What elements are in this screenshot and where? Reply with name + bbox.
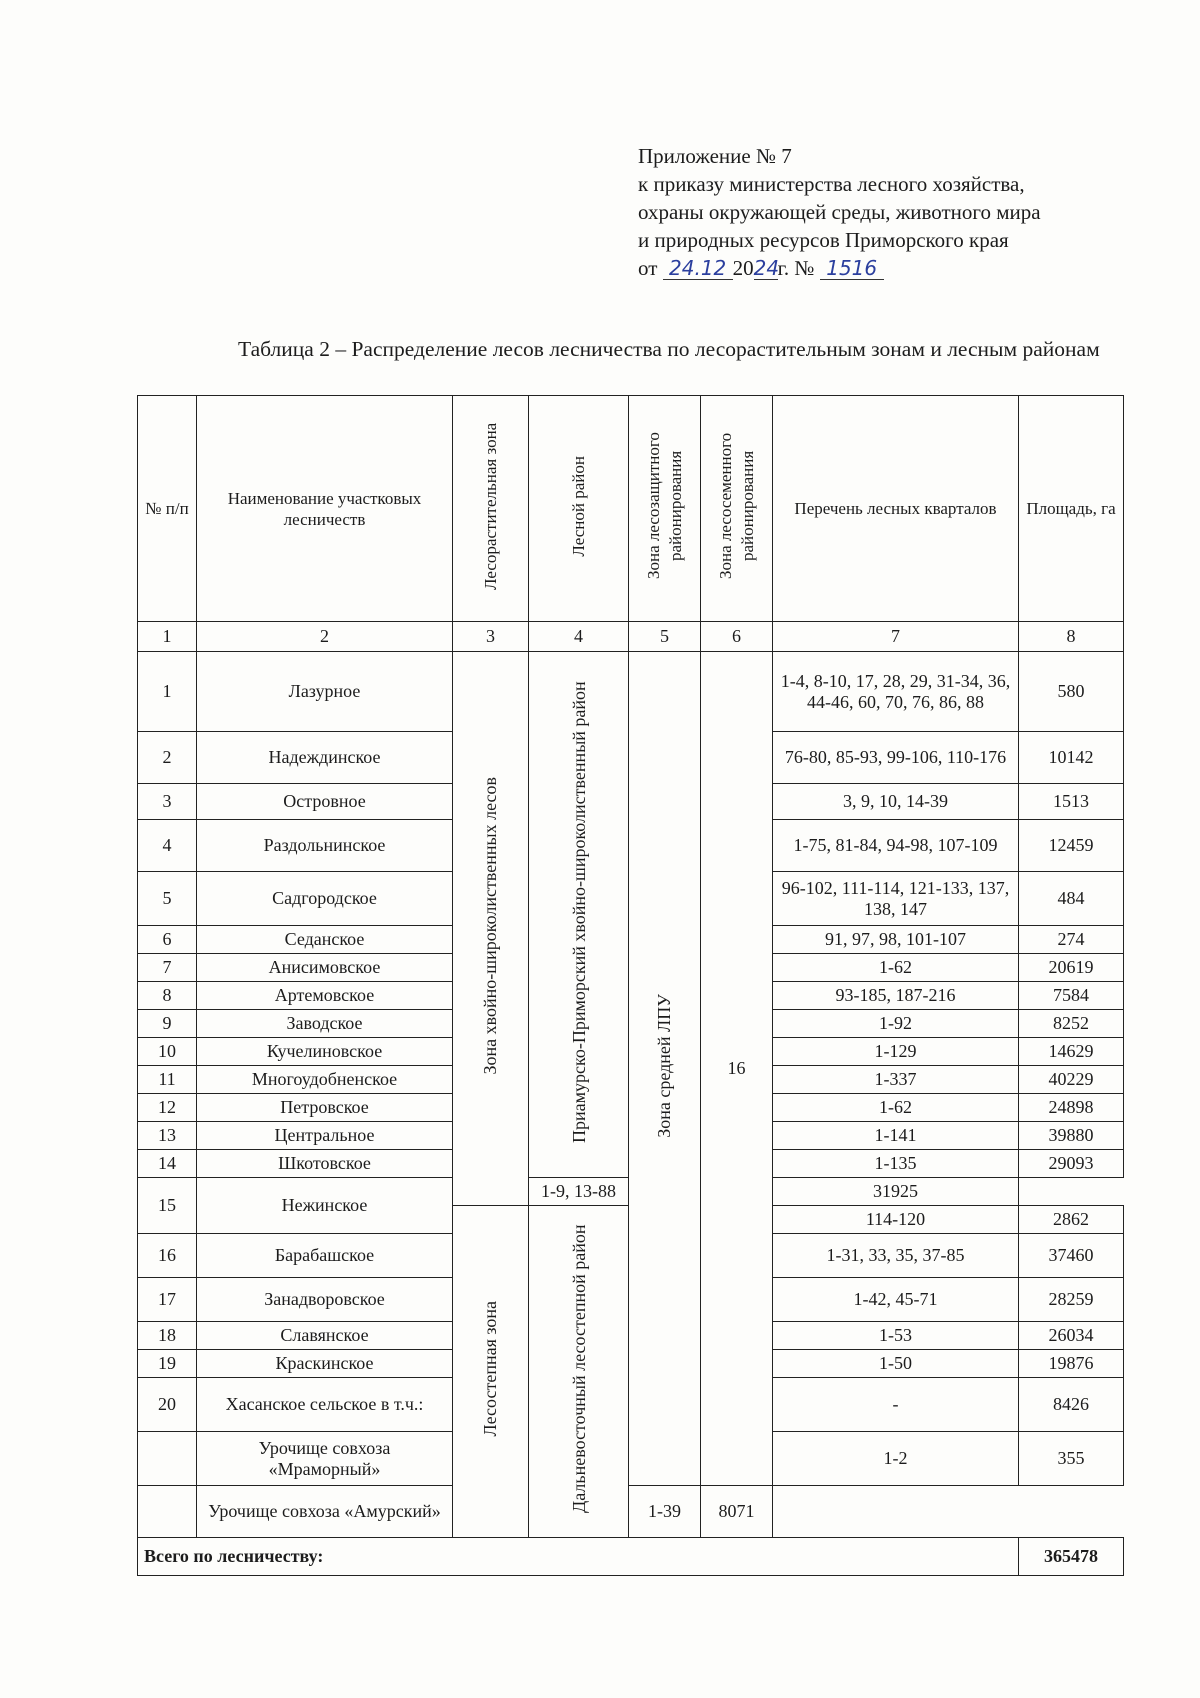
header-zone: Лесорастительная зона (453, 396, 529, 622)
row-num: 19 (138, 1350, 197, 1378)
table-row (138, 1486, 1124, 1538)
row-name: Петровское (197, 1094, 453, 1122)
header-area: Площадь, га (1019, 396, 1124, 622)
appendix-line: и природных ресурсов Приморского края (638, 228, 1009, 252)
row-quarters: 96-102, 111-114, 121-133, 137, 138, 147 (773, 872, 1019, 926)
row-area: 7584 (1019, 982, 1124, 1010)
column-number-row (138, 622, 1124, 652)
row-quarters: 93-185, 187-216 (773, 982, 1019, 1010)
appendix-title: Приложение № 7 (638, 144, 792, 168)
row-area: 37460 (1019, 1234, 1124, 1278)
row-area: 2862 (1019, 1206, 1124, 1234)
row-num: 11 (138, 1066, 197, 1094)
appendix-line: к приказу министерства лесного хозяйства, (638, 172, 1025, 196)
row-name: Раздольнинское (197, 820, 453, 872)
appendix-block (638, 142, 1041, 282)
row-num: 4 (138, 820, 197, 872)
zone-forest: Зона хвойно-широколиственных лесов (453, 652, 529, 1206)
row-quarters: 1-135 (773, 1150, 1019, 1178)
row-num: 12 (138, 1094, 197, 1122)
colnum: 1 (138, 622, 197, 652)
row-area: 1513 (1019, 784, 1124, 820)
row-name: Лазурное (197, 652, 453, 732)
row-quarters: 1-2 (773, 1432, 1019, 1486)
row-name: Славянское (197, 1322, 453, 1350)
row-num: 7 (138, 954, 197, 982)
seed-zone: 16 (701, 652, 773, 1486)
header-quarters: Перечень лесных кварталов (773, 396, 1019, 622)
row-num: 6 (138, 926, 197, 954)
row-area: 29093 (1019, 1150, 1124, 1178)
row-quarters: 1-9, 13-88 (529, 1178, 629, 1206)
row-quarters: 1-53 (773, 1322, 1019, 1350)
row-name: Кучелиновское (197, 1038, 453, 1066)
row-num: 3 (138, 784, 197, 820)
row-quarters: 1-75, 81-84, 94-98, 107-109 (773, 820, 1019, 872)
row-quarters: 1-92 (773, 1010, 1019, 1038)
row-num: 1 (138, 652, 197, 732)
date-suffix: г. № (777, 256, 815, 280)
row-area: 274 (1019, 926, 1124, 954)
row-quarters: 1-337 (773, 1066, 1019, 1094)
header-row (138, 396, 1124, 622)
row-area: 10142 (1019, 732, 1124, 784)
row-area: 39880 (1019, 1122, 1124, 1150)
row-quarters: 1-129 (773, 1038, 1019, 1066)
row-name: Хасанское сельское в т.ч.: (197, 1378, 453, 1432)
row-area: 8426 (1019, 1378, 1124, 1432)
row-area: 28259 (1019, 1278, 1124, 1322)
colnum: 5 (629, 622, 701, 652)
date-year: 24 (753, 256, 780, 280)
row-name: Заводское (197, 1010, 453, 1038)
row-quarters: - (773, 1378, 1019, 1432)
row-name: Урочище совхоза «Мраморный» (197, 1432, 453, 1486)
forest-table (137, 395, 1124, 1576)
row-name: Садгородское (197, 872, 453, 926)
row-area: 19876 (1019, 1350, 1124, 1378)
appendix-date-line (638, 254, 1041, 282)
header-protect: Зона лесозащитного районирования (629, 396, 701, 622)
district-fareast: Дальневосточный лесостепной район (529, 1206, 629, 1538)
protect-zone: Зона средней ЛПУ (629, 652, 701, 1486)
colnum: 7 (773, 622, 1019, 652)
table-row (138, 652, 1124, 732)
row-area: 355 (1019, 1432, 1124, 1486)
row-area: 580 (1019, 652, 1124, 732)
row-name: Артемовское (197, 982, 453, 1010)
row-area: 8071 (701, 1486, 773, 1538)
order-number: 1516 (820, 257, 884, 280)
row-num (138, 1432, 197, 1486)
colnum: 2 (197, 622, 453, 652)
row-quarters: 1-42, 45-71 (773, 1278, 1019, 1322)
row-num: 16 (138, 1234, 197, 1278)
colnum: 3 (453, 622, 529, 652)
row-name: Островное (197, 784, 453, 820)
district-primorsky: Приамурско-Приморский хвойно-широколиственный район (529, 652, 629, 1178)
row-name: Шкотовское (197, 1150, 453, 1178)
row-num: 8 (138, 982, 197, 1010)
total-label: Всего по лесничеству: (138, 1538, 1019, 1576)
date-day: 24.12 (663, 257, 733, 280)
header-district: Лесной район (529, 396, 629, 622)
row-area: 31925 (773, 1178, 1019, 1206)
row-area: 26034 (1019, 1322, 1124, 1350)
row-num: 14 (138, 1150, 197, 1178)
row-num: 2 (138, 732, 197, 784)
row-area: 14629 (1019, 1038, 1124, 1066)
header-seed: Зона лесосеменного районирования (701, 396, 773, 622)
table-caption: Таблица 2 – Распределение лесов лесничества по лесорастительным зонам и лесным районам (238, 337, 1100, 361)
row-quarters: 3, 9, 10, 14-39 (773, 784, 1019, 820)
row-area: 8252 (1019, 1010, 1124, 1038)
colnum: 6 (701, 622, 773, 652)
row-name: Нежинское (197, 1178, 453, 1234)
row-quarters: 114-120 (773, 1206, 1019, 1234)
row-area: 484 (1019, 872, 1124, 926)
row-area: 20619 (1019, 954, 1124, 982)
total-row (138, 1538, 1124, 1576)
total-value: 365478 (1019, 1538, 1124, 1576)
date-prefix: от (638, 256, 658, 280)
date-mid: 20 (732, 256, 754, 280)
row-num: 15 (138, 1178, 197, 1234)
row-name: Центральное (197, 1122, 453, 1150)
row-name: Седанское (197, 926, 453, 954)
colnum: 8 (1019, 622, 1124, 652)
header-name: Наименование участковых лесничеств (197, 396, 453, 622)
appendix-line: охраны окружающей среды, животного мира (638, 200, 1041, 224)
row-quarters: 91, 97, 98, 101-107 (773, 926, 1019, 954)
row-name: Многоудобненское (197, 1066, 453, 1094)
row-name: Надеждинское (197, 732, 453, 784)
row-quarters: 1-39 (629, 1486, 701, 1538)
row-num: 10 (138, 1038, 197, 1066)
row-name: Анисимовское (197, 954, 453, 982)
row-num (138, 1486, 197, 1538)
row-name: Краскинское (197, 1350, 453, 1378)
row-num: 5 (138, 872, 197, 926)
row-area: 24898 (1019, 1094, 1124, 1122)
colnum: 4 (529, 622, 629, 652)
row-num: 20 (138, 1378, 197, 1432)
zone-steppe: Лесостепная зона (453, 1206, 529, 1538)
row-name: Урочище совхоза «Амурский» (197, 1486, 453, 1538)
row-num: 18 (138, 1322, 197, 1350)
row-quarters: 76-80, 85-93, 99-106, 110-176 (773, 732, 1019, 784)
row-num: 9 (138, 1010, 197, 1038)
row-quarters: 1-141 (773, 1122, 1019, 1150)
row-num: 13 (138, 1122, 197, 1150)
row-name: Барабашское (197, 1234, 453, 1278)
row-quarters: 1-62 (773, 1094, 1019, 1122)
header-num: № п/п (138, 396, 197, 622)
row-quarters: 1-31, 33, 35, 37-85 (773, 1234, 1019, 1278)
row-name: Занадворовское (197, 1278, 453, 1322)
row-area: 12459 (1019, 820, 1124, 872)
row-quarters: 1-62 (773, 954, 1019, 982)
row-quarters: 1-50 (773, 1350, 1019, 1378)
row-num: 17 (138, 1278, 197, 1322)
row-area: 40229 (1019, 1066, 1124, 1094)
row-quarters: 1-4, 8-10, 17, 28, 29, 31-34, 36, 44-46, 60, 70, 76, 86, 88 (773, 652, 1019, 732)
